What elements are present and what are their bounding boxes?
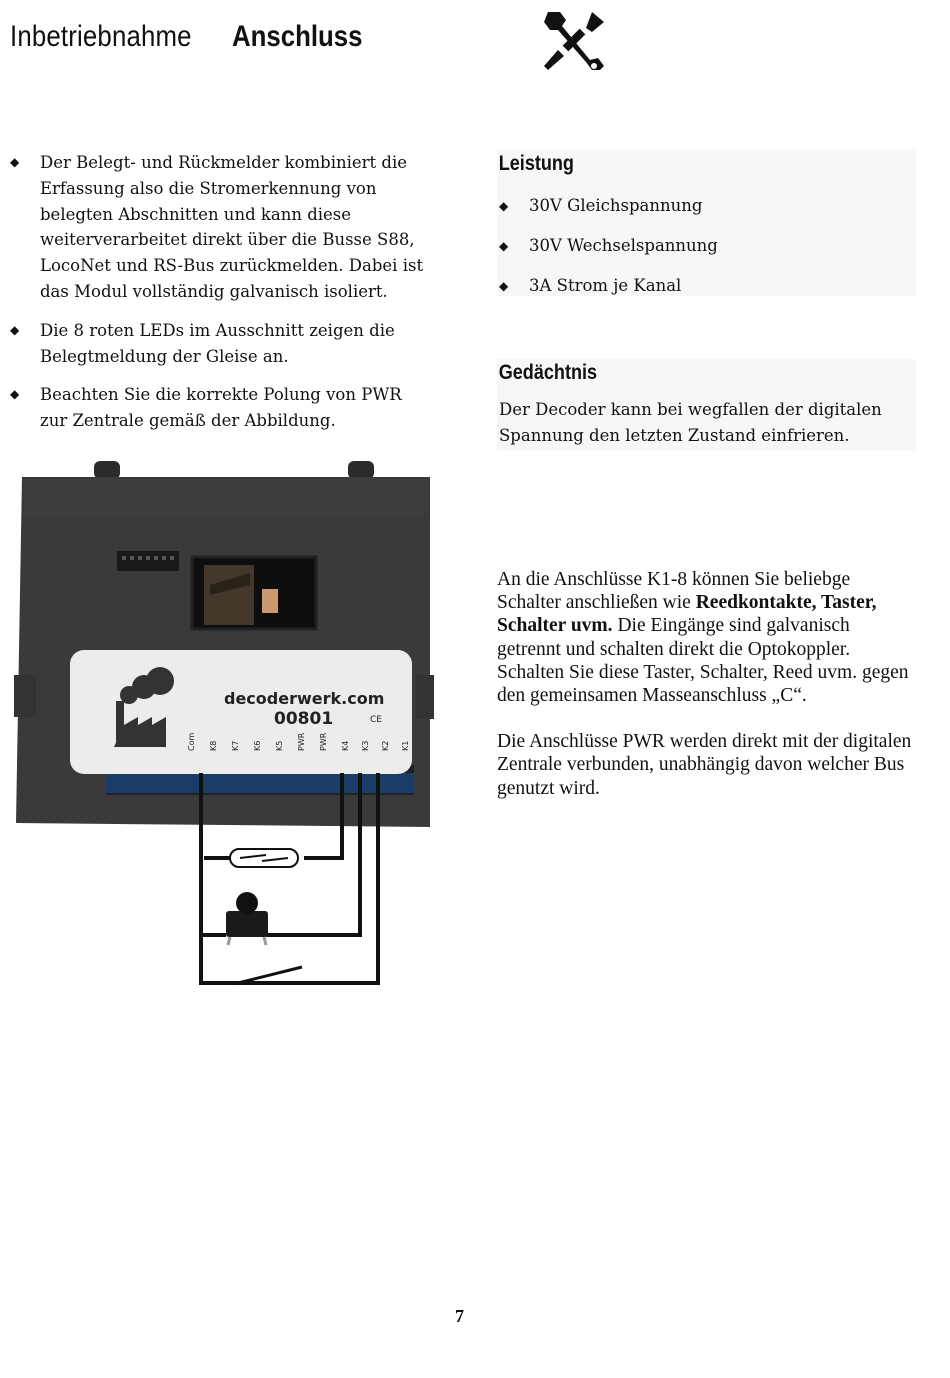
device-brand: decoderwerk.com xyxy=(224,689,385,708)
terminal-label: K5 xyxy=(275,740,284,751)
tools-icon xyxy=(540,10,606,72)
gedaechtnis-box xyxy=(497,359,916,451)
gedaechtnis-heading: Gedächtnis xyxy=(498,361,598,384)
gedaechtnis-text: Der Decoder kann bei wegfallen der digitalen Spannung den letzten Zustand einfrieren. xyxy=(499,400,882,445)
diamond-bullet-icon: ◆ xyxy=(499,239,509,253)
page-number: 7 xyxy=(455,1306,464,1326)
list-item: ◆ 30V Wechselspannung xyxy=(499,236,718,255)
terminal-label: PWR xyxy=(319,732,328,751)
terminal-label: K7 xyxy=(231,740,240,751)
diamond-bullet-icon: ◆ xyxy=(10,322,20,337)
list-item: ◆ Die 8 roten LEDs im Ausschnitt zeigen die Belegtmeldung der Gleise an. xyxy=(10,320,395,366)
list-item: ◆ Beachten Sie die korrekte Polung von PWR zur Zentrale gemäß der Abbildung. xyxy=(10,385,402,431)
diamond-bullet-icon: ◆ xyxy=(499,279,509,293)
push-button-icon xyxy=(226,892,268,945)
device-wiring-figure xyxy=(14,455,434,990)
terminal-label: Com xyxy=(187,732,196,751)
leistung-box xyxy=(497,150,916,296)
diamond-bullet-icon: ◆ xyxy=(10,155,20,169)
diamond-bullet-icon: ◆ xyxy=(10,387,20,402)
leistung-list xyxy=(497,194,916,314)
terminal-label: K4 xyxy=(341,740,350,751)
list-item: ◆ Der Belegt- und Rückmelder kombiniert die Erfassung also die Stromerkennung von belegten Abschnitten und kann diese weiterverarbeitet direkt über die Busse S88, LocoNet und RS-Bus zurückmelden. Dabei ist das Modul vollständig galvanisch isoliert. xyxy=(10,153,424,301)
connection-paragraph-1: An die Anschlüsse K1-8 können Sie beliebge Schalter anschließen wie Reedkontakte, Taster, Schalter uvm. Die Eingänge sind galvanisch getrennt und schalten direkt die Optokoppler. Schalten Sie diese Taster, Schalter, Reed uvm. gegen den gemeinsamen Masseanschluss „C“. xyxy=(497,569,909,707)
connection-paragraph-2: Die Anschlüsse PWR werden direkt mit der digitalen Zentrale verbunden, unabhängig davon welcher Bus genutzt wird. xyxy=(497,731,912,799)
leistung-heading: Leistung xyxy=(498,152,574,175)
connection-description xyxy=(497,568,917,823)
device-model: 00801 xyxy=(274,709,334,729)
diamond-bullet-icon: ◆ xyxy=(499,199,509,213)
terminal-label: K3 xyxy=(361,740,370,751)
terminal-label: PWR xyxy=(297,732,306,751)
terminal-label: K1 xyxy=(401,740,410,751)
terminal-label: K6 xyxy=(253,740,262,751)
list-item: ◆ 3A Strom je Kanal xyxy=(499,276,682,295)
ce-mark: CE xyxy=(370,715,382,725)
terminal-label: K8 xyxy=(209,740,218,751)
page-title: Anschluss xyxy=(232,20,363,53)
terminal-label: K2 xyxy=(381,740,390,751)
section-label: Inbetriebnahme xyxy=(10,20,192,53)
list-item: ◆ 30V Gleichspannung xyxy=(499,196,703,215)
info-bullet-list xyxy=(10,150,430,447)
